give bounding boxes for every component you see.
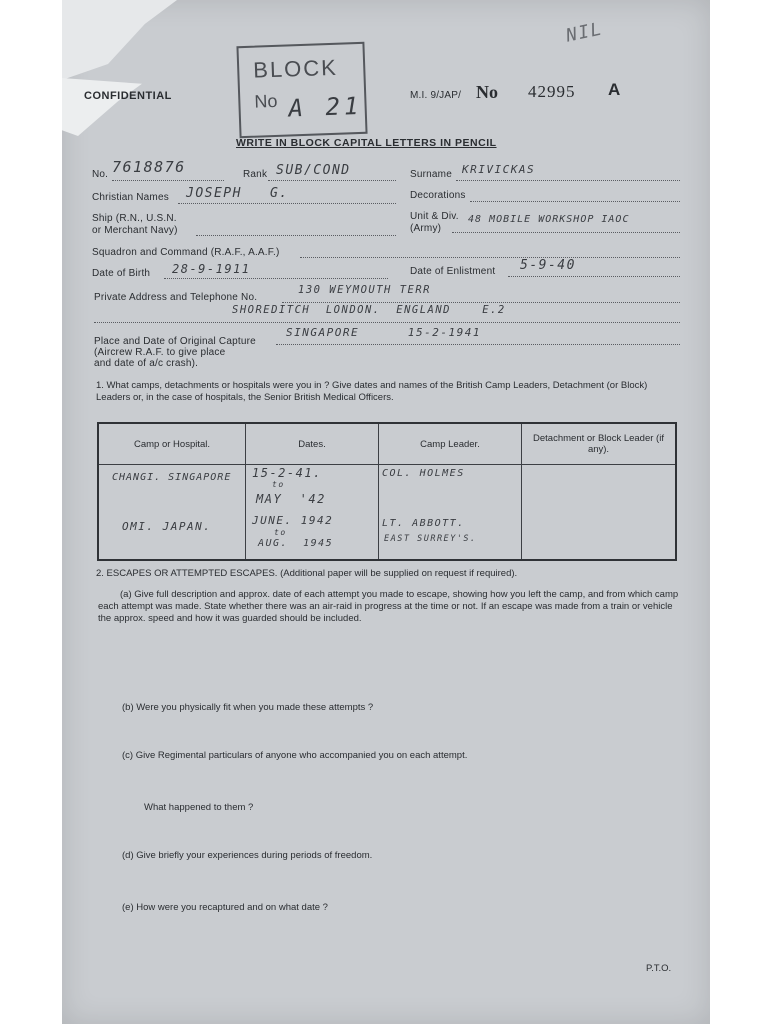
question-2-heading: 2. ESCAPES OR ATTEMPTED ESCAPES. (Additional paper will be supplied on request if required). xyxy=(96,568,518,579)
corner-note: NIL xyxy=(564,18,605,47)
row1-date-from: 15-2-41. xyxy=(252,466,322,480)
surname-value: KRIVICKAS xyxy=(462,163,536,176)
no-value: 7618876 xyxy=(112,158,186,176)
ship-line xyxy=(196,235,396,236)
row2-leader-unit: EAST SURREY'S. xyxy=(384,534,477,544)
question-2b: (b) Were you physically fit when you made these attempts ? xyxy=(122,702,374,713)
unit-line xyxy=(452,232,680,233)
unit-value: 48 MOBILE WORKSHOP IAOC xyxy=(468,214,630,225)
question-2c-followup: What happened to them ? xyxy=(144,802,254,813)
question-1-text: 1. What camps, detachments or hospitals were you in ? Give dates and names of the British Camp Leaders, Detachment (or Block) Leaders or, in the case of hospitals, the Senior British Medical Officers. xyxy=(96,380,648,403)
row2-date-from: JUNE. 1942 xyxy=(252,514,334,527)
capture-label-3: and date of a/c crash). xyxy=(94,358,199,369)
question-2e: (e) How were you recaptured and on what date ? xyxy=(122,902,328,913)
row1-date-to: MAY '42 xyxy=(256,492,326,506)
christian-names-label: Christian Names xyxy=(92,192,169,203)
decorations-label: Decorations xyxy=(410,190,466,201)
address-value-2: SHOREDITCH LONDON. ENGLAND E.2 xyxy=(232,304,506,316)
row2-to: to xyxy=(274,528,287,537)
stamp-handwritten-number: A 21 xyxy=(288,91,363,123)
camps-table-header xyxy=(98,423,676,465)
squadron-label: Squadron and Command (R.A.F., A.A.F.) xyxy=(92,247,280,258)
squadron-line xyxy=(300,257,680,258)
ship-label-2: or Merchant Navy) xyxy=(92,225,178,236)
question-2d: (d) Give briefly your experiences during periods of freedom. xyxy=(122,850,373,861)
dob-label: Date of Birth xyxy=(92,268,151,279)
row1-to: to xyxy=(272,480,285,489)
form-suffix: A xyxy=(608,80,621,99)
decorations-line xyxy=(470,201,680,202)
capture-line xyxy=(276,344,680,345)
enlistment-line xyxy=(508,276,680,277)
row2-camp: OMI. JAPAN. xyxy=(122,520,212,533)
row1-camp: CHANGI. SINGAPORE xyxy=(112,472,232,483)
confidential-label: CONFIDENTIAL xyxy=(84,90,172,102)
dob-line xyxy=(164,278,388,279)
capture-value: SINGAPORE 15-2-1941 xyxy=(286,326,481,339)
pto-label: P.T.O. xyxy=(646,963,672,974)
dob-value: 28-9-1911 xyxy=(172,262,251,276)
enlistment-value: 5-9-40 xyxy=(520,258,576,273)
column-camp: Camp or Hospital. xyxy=(98,423,246,465)
rank-value: SUB/COND xyxy=(276,163,351,178)
address-line-2 xyxy=(94,322,680,323)
question-2c: (c) Give Regimental particulars of anyone who accompanied you on each attempt. xyxy=(122,750,468,761)
capture-label-1: Place and Date of Original Capture xyxy=(94,336,256,347)
surname-label: Surname xyxy=(410,169,452,180)
rank-line xyxy=(268,180,396,181)
enlistment-label: Date of Enlistment xyxy=(410,266,496,277)
column-block-leader: Detachment or Block Leader (if any). xyxy=(522,423,677,465)
capture-label-2: (Aircrew R.A.F. to give place xyxy=(94,347,226,358)
question-2a: (a) Give full description and approx. date of each attempt you made to escape, showing how you left the camp, and from which camp each attempt was made. State whether there was an air-raid in progress at the time or not. If an escape was made from a train or vehicle the approx. speed and how it was guarded should be included. xyxy=(98,589,679,624)
stamp-block-text: BLOCK xyxy=(252,54,339,83)
block-stamp xyxy=(236,42,367,138)
row2-leader: LT. ABBOTT. xyxy=(382,518,465,529)
row2-date-to: AUG. 1945 xyxy=(258,538,334,549)
unit-label-1: Unit & Div. xyxy=(410,211,459,222)
form-number: 42995 xyxy=(528,82,576,101)
number-symbol: No xyxy=(476,82,498,102)
row1-leader: COL. HOLMES xyxy=(382,468,465,479)
address-line-1 xyxy=(282,302,680,303)
column-dates: Dates. xyxy=(246,423,379,465)
no-line xyxy=(112,180,224,181)
unit-label-2: (Army) xyxy=(410,223,442,234)
christian-names-value: JOSEPH G. xyxy=(186,186,289,201)
christian-names-line xyxy=(178,203,396,204)
address-value-1: 130 WEYMOUTH TERR xyxy=(298,284,431,296)
stamp-no-text: No xyxy=(254,90,278,112)
mi-reference: M.I. 9/JAP/ xyxy=(410,90,462,101)
ship-label-1: Ship (R.N., U.S.N. xyxy=(92,213,177,224)
address-label: Private Address and Telephone No. xyxy=(94,292,258,303)
instruction-heading: WRITE IN BLOCK CAPITAL LETTERS IN PENCIL xyxy=(236,137,497,149)
column-camp-leader: Camp Leader. xyxy=(379,423,522,465)
no-label: No. xyxy=(92,169,109,180)
surname-line xyxy=(456,180,680,181)
rank-label: Rank xyxy=(243,169,268,180)
